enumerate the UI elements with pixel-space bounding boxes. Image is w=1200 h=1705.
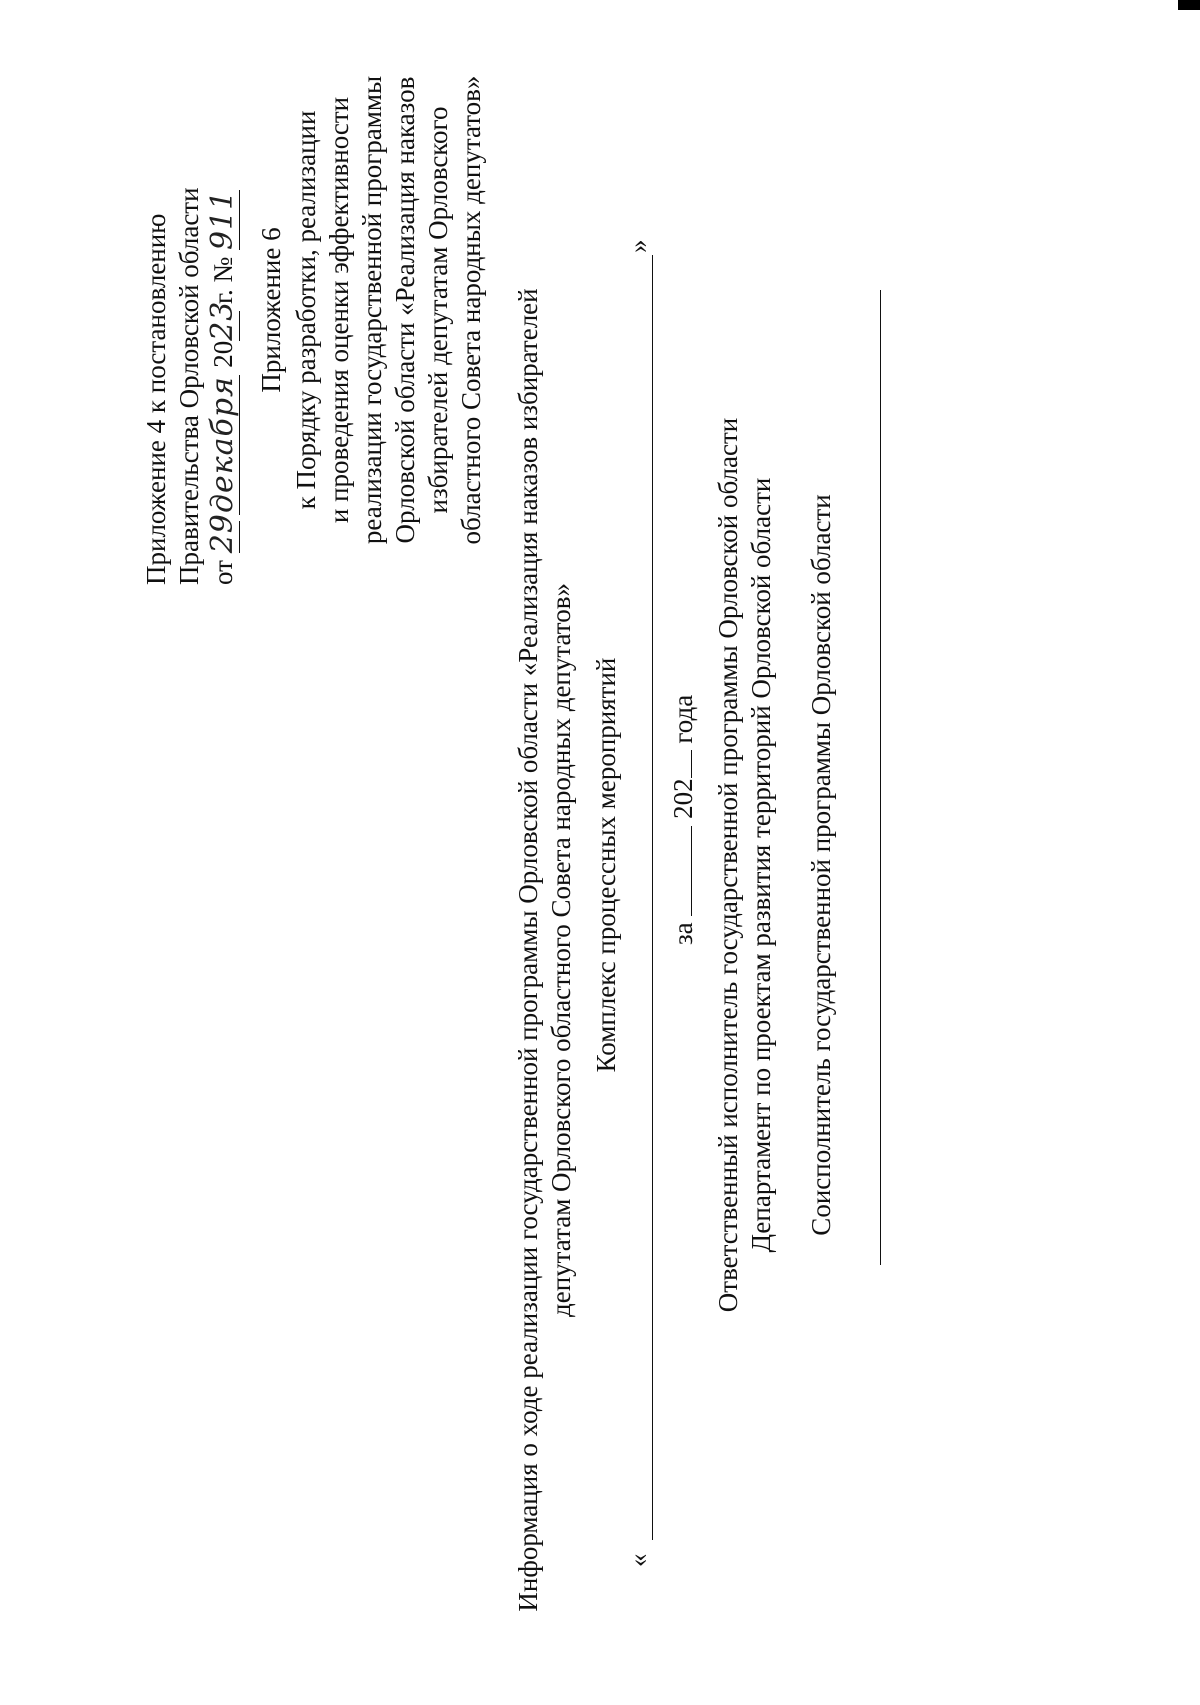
period-blank [665,826,692,916]
quote-close: » [623,239,653,253]
appendix-4-block [140,45,240,585]
program-name-blank-line [652,255,653,1540]
appendix-6-line: областного Совета народных депутатов» [456,75,486,545]
date-prefix: от [208,560,238,585]
coexecutor-label: Соисполнитель государственной программы Орловской области [806,494,836,1236]
appendix-6-line: реализации государственной программы [357,75,387,545]
quote-open: « [623,1553,653,1567]
complex-title: Комплекс процессных мероприятий [591,657,621,1073]
period-year: 202 [668,778,698,819]
year-suffix: 23 [205,300,240,341]
period-suffix: года [668,694,698,744]
responsible-name: Департамент по проектам развития территорий Орловской области [746,477,776,1253]
document-number: 911 [205,189,240,250]
appendix-6-title: Приложение 6 [256,227,286,393]
appendix-6-line: избирателей депутатам Орловского [423,106,453,514]
number-prefix: г. № [208,256,238,305]
date-day: 29 [205,513,240,554]
appendix-6-line: Орловской области «Реализация наказов [390,76,420,544]
year-blank [665,750,692,778]
year-prefix: 20 [208,340,238,368]
date-month: декабря [205,376,240,514]
appendix-4-line1: Приложение 4 к постановлению [141,213,171,585]
appendix-6-line: к Порядку разработки, реализации [291,110,321,510]
responsible-label: Ответственный исполнитель государственной программы Орловской области [713,417,743,1313]
appendix-4-date-row [206,45,240,585]
period-row [665,695,700,945]
coexecutor-blank-line [880,290,881,1265]
appendix-6-line: и проведения оценки эффективности [324,96,354,524]
period-prefix: за [668,922,698,945]
appendix-6-block [255,30,488,590]
appendix-4-line2: Правительства Орловской области [174,187,204,585]
info-heading: Информация о ходе реализации государственной программы Орловской области «Реализация наказов избирателей депутатам Орловского областного Совета народных депутатов» [513,288,576,1612]
